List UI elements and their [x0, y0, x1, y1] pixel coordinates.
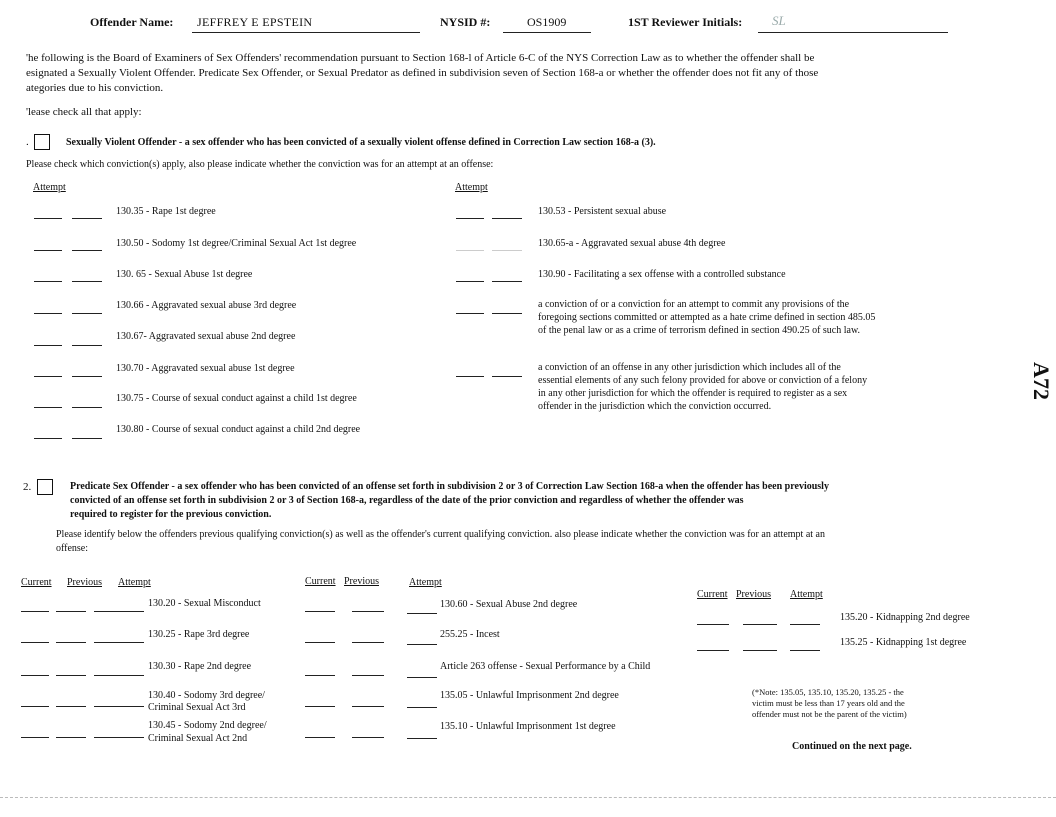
nysid-value: OS1909 — [527, 15, 567, 29]
hate-crime-text: of the penal law or as a crime of terrorism defined in section 490.25 of such law. — [538, 325, 861, 336]
blank-line[interactable] — [94, 642, 144, 643]
blank-line[interactable] — [790, 624, 820, 625]
blank-line[interactable] — [56, 611, 86, 612]
hate-crime-text: a conviction of or a conviction for an attempt to commit any provisions of the — [538, 299, 850, 310]
blank-line[interactable] — [352, 737, 384, 738]
col-header-previous: Previous — [736, 589, 771, 600]
offense-item: 130.50 - Sodomy 1st degree/Criminal Sexual Act 1st degree — [116, 238, 357, 249]
blank-line[interactable] — [743, 650, 777, 651]
blank-line[interactable] — [456, 313, 484, 314]
offense-item: 130.53 - Persistent sexual abuse — [538, 206, 667, 217]
offense-item: Article 263 offense - Sexual Performance by a Child — [440, 661, 651, 672]
reviewer-initials-underline — [758, 32, 948, 33]
offense-item: 130.75 - Course of sexual conduct against a child 1st degree — [116, 393, 357, 404]
blank-line[interactable] — [34, 345, 62, 346]
blank-line[interactable] — [34, 250, 62, 251]
offense-item: 130.20 - Sexual Misconduct — [148, 598, 261, 609]
blank-line[interactable] — [456, 250, 484, 251]
offense-item: 130.65-a - Aggravated sexual abuse 4th degree — [538, 238, 726, 249]
offense-item: 130.80 - Course of sexual conduct against a child 2nd degree — [116, 424, 361, 435]
blank-line[interactable] — [492, 250, 522, 251]
blank-line[interactable] — [407, 738, 437, 739]
offense-item: 130.70 - Aggravated sexual abuse 1st degree — [116, 363, 295, 374]
blank-line[interactable] — [72, 376, 102, 377]
offense-item: 130.67- Aggravated sexual abuse 2nd degree — [116, 331, 296, 342]
section-2-instruction: Please identify below the offenders previous qualifying conviction(s) as well as the offender's current qualifying conviction. also please indicate whether the conviction was for an attempt at an — [56, 529, 825, 540]
blank-line[interactable] — [56, 737, 86, 738]
blank-line[interactable] — [56, 642, 86, 643]
blank-line[interactable] — [407, 707, 437, 708]
offense-item: 135.10 - Unlawful Imprisonment 1st degree — [440, 721, 616, 732]
section-1-instruction: Please check which conviction(s) apply, also please indicate whether the conviction was for an attempt at an offense: — [26, 159, 494, 170]
blank-line[interactable] — [21, 611, 49, 612]
blank-line[interactable] — [305, 737, 335, 738]
blank-line[interactable] — [456, 281, 484, 282]
section-2-title: convicted of an offense set forth in subdivision 2 or 3 of Section 168-a, regardless of the date of the prior conviction and regardless of whether the offender was — [70, 495, 744, 506]
offense-item: 130.90 - Facilitating a sex offense with a controlled substance — [538, 269, 786, 280]
offense-item: 255.25 - Incest — [440, 629, 500, 640]
other-jurisdiction-text: a conviction of an offense in any other jurisdiction which includes all of the — [538, 362, 841, 373]
blank-line[interactable] — [34, 218, 62, 219]
blank-line[interactable] — [352, 611, 384, 612]
section-2-title: required to register for the previous conviction. — [70, 509, 272, 520]
blank-line[interactable] — [72, 281, 102, 282]
blank-line[interactable] — [790, 650, 820, 651]
offense-item: 130.25 - Rape 3rd degree — [148, 629, 250, 640]
offender-name-underline — [192, 32, 420, 33]
blank-line[interactable] — [352, 675, 384, 676]
blank-line[interactable] — [305, 611, 335, 612]
blank-line[interactable] — [72, 313, 102, 314]
blank-line[interactable] — [697, 650, 729, 651]
intro-line-2: esignated a Sexually Violent Offender. Predicate Sex Offender, or Sexual Predator as defined in subdivision seven of Section 168-a or whether the offender does not fit any of those — [26, 67, 819, 79]
blank-line[interactable] — [21, 737, 49, 738]
other-jurisdiction-text: in any other jurisdiction for which the offender is required to register as a sex — [538, 388, 848, 399]
blank-line[interactable] — [94, 611, 144, 612]
nysid-underline — [503, 32, 591, 33]
section-1-number: . — [26, 136, 29, 148]
section-2-checkbox[interactable] — [37, 479, 53, 495]
blank-line[interactable] — [697, 624, 729, 625]
blank-line[interactable] — [72, 407, 102, 408]
offense-item: Criminal Sexual Act 2nd — [148, 733, 248, 744]
blank-line[interactable] — [352, 706, 384, 707]
col-header-current: Current — [21, 577, 52, 588]
col-header-attempt: Attempt — [409, 577, 442, 588]
blank-line[interactable] — [94, 706, 144, 707]
col-header-attempt: Attempt — [790, 589, 823, 600]
blank-line[interactable] — [56, 675, 86, 676]
blank-line[interactable] — [21, 675, 49, 676]
blank-line[interactable] — [34, 376, 62, 377]
other-jurisdiction-text: offender in the jurisdiction which the conviction occurred. — [538, 401, 772, 412]
blank-line[interactable] — [72, 438, 102, 439]
col-header-current: Current — [305, 576, 336, 587]
reviewer-initials-label: 1ST Reviewer Initials: — [628, 15, 743, 29]
offense-item: 130.66 - Aggravated sexual abuse 3rd degree — [116, 300, 297, 311]
check-all-instruction: 'lease check all that apply: — [26, 106, 142, 118]
section-1-checkbox[interactable] — [34, 134, 50, 150]
attempt-header-right: Attempt — [455, 182, 488, 193]
section-1-title: Sexually Violent Offender - a sex offender who has been convicted of a sexually violent offense defined in Correction Law section 168-a (3). — [66, 137, 656, 148]
offense-item: 130.30 - Rape 2nd degree — [148, 661, 252, 672]
blank-line[interactable] — [492, 281, 522, 282]
offense-item: 130.60 - Sexual Abuse 2nd degree — [440, 599, 578, 610]
blank-line[interactable] — [34, 313, 62, 314]
blank-line[interactable] — [305, 706, 335, 707]
offense-item: 130.40 - Sodomy 3rd degree/ — [148, 690, 265, 701]
victim-age-note: victim must be less than 17 years old and the — [752, 698, 905, 708]
offense-item: 130. 65 - Sexual Abuse 1st degree — [116, 269, 253, 280]
blank-line[interactable] — [456, 376, 484, 377]
blank-line[interactable] — [456, 218, 484, 219]
continued-note: Continued on the next page. — [792, 741, 912, 752]
blank-line[interactable] — [34, 281, 62, 282]
offense-item: 130.45 - Sodomy 2nd degree/ — [148, 720, 267, 731]
attempt-header-left: Attempt — [33, 182, 66, 193]
col-header-current: Current — [697, 589, 728, 600]
blank-line[interactable] — [72, 218, 102, 219]
blank-line[interactable] — [21, 642, 49, 643]
blank-line[interactable] — [34, 438, 62, 439]
blank-line[interactable] — [56, 706, 86, 707]
blank-line[interactable] — [21, 706, 49, 707]
victim-age-note: offender must not be the parent of the victim) — [752, 709, 907, 719]
section-2-instruction: offense: — [56, 543, 89, 554]
blank-line[interactable] — [407, 677, 437, 678]
nysid-label: NYSID #: — [440, 15, 491, 29]
offense-item: 135.25 - Kidnapping 1st degree — [840, 637, 967, 648]
blank-line[interactable] — [492, 313, 522, 314]
blank-line[interactable] — [94, 675, 144, 676]
blank-line[interactable] — [352, 642, 384, 643]
offender-name-value: JEFFREY E EPSTEIN — [197, 15, 313, 29]
intro-line-1: 'he following is the Board of Examiners of Sex Offenders' recommendation pursuant to Section 168-l of Article 6-C of the NYS Correction Law as to whether the offender shall be — [26, 52, 815, 64]
col-header-previous: Previous — [67, 577, 102, 588]
victim-age-note: (*Note: 135.05, 135.10, 135.20, 135.25 - the — [752, 687, 904, 697]
offense-item: 135.20 - Kidnapping 2nd degree — [840, 612, 970, 623]
blank-line[interactable] — [492, 218, 522, 219]
blank-line[interactable] — [72, 250, 102, 251]
offender-name-label: Offender Name: — [90, 15, 174, 29]
blank-line[interactable] — [34, 407, 62, 408]
reviewer-initials-value: SL — [772, 13, 786, 28]
section-2-number: 2. — [23, 481, 32, 493]
blank-line[interactable] — [305, 642, 335, 643]
hate-crime-text: foregoing sections committed or attempted as a hate crime defined in section 485.05 — [538, 312, 876, 323]
blank-line[interactable] — [407, 644, 437, 645]
blank-line[interactable] — [94, 737, 144, 738]
blank-line[interactable] — [743, 624, 777, 625]
offense-item: 130.35 - Rape 1st degree — [116, 206, 216, 217]
offense-item: 135.05 - Unlawful Imprisonment 2nd degree — [440, 690, 619, 701]
blank-line[interactable] — [72, 345, 102, 346]
offense-item: Criminal Sexual Act 3rd — [148, 702, 246, 713]
blank-line[interactable] — [305, 675, 335, 676]
blank-line[interactable] — [407, 613, 437, 614]
section-2-title: Predicate Sex Offender - a sex offender who has been convicted of an offense set forth in subdivision 2 or 3 of Correction Law Section 168-a when the offender has been previously — [70, 481, 829, 492]
blank-line[interactable] — [492, 376, 522, 377]
exhibit-stamp: A72 — [1028, 362, 1054, 400]
col-header-attempt: Attempt — [118, 577, 151, 588]
other-jurisdiction-text: essential elements of any such felony provided for above or conviction of a felony — [538, 375, 868, 386]
col-header-previous: Previous — [344, 576, 379, 587]
intro-line-3: ategories due to his conviction. — [26, 82, 164, 94]
scan-artifact-line — [0, 797, 1056, 798]
